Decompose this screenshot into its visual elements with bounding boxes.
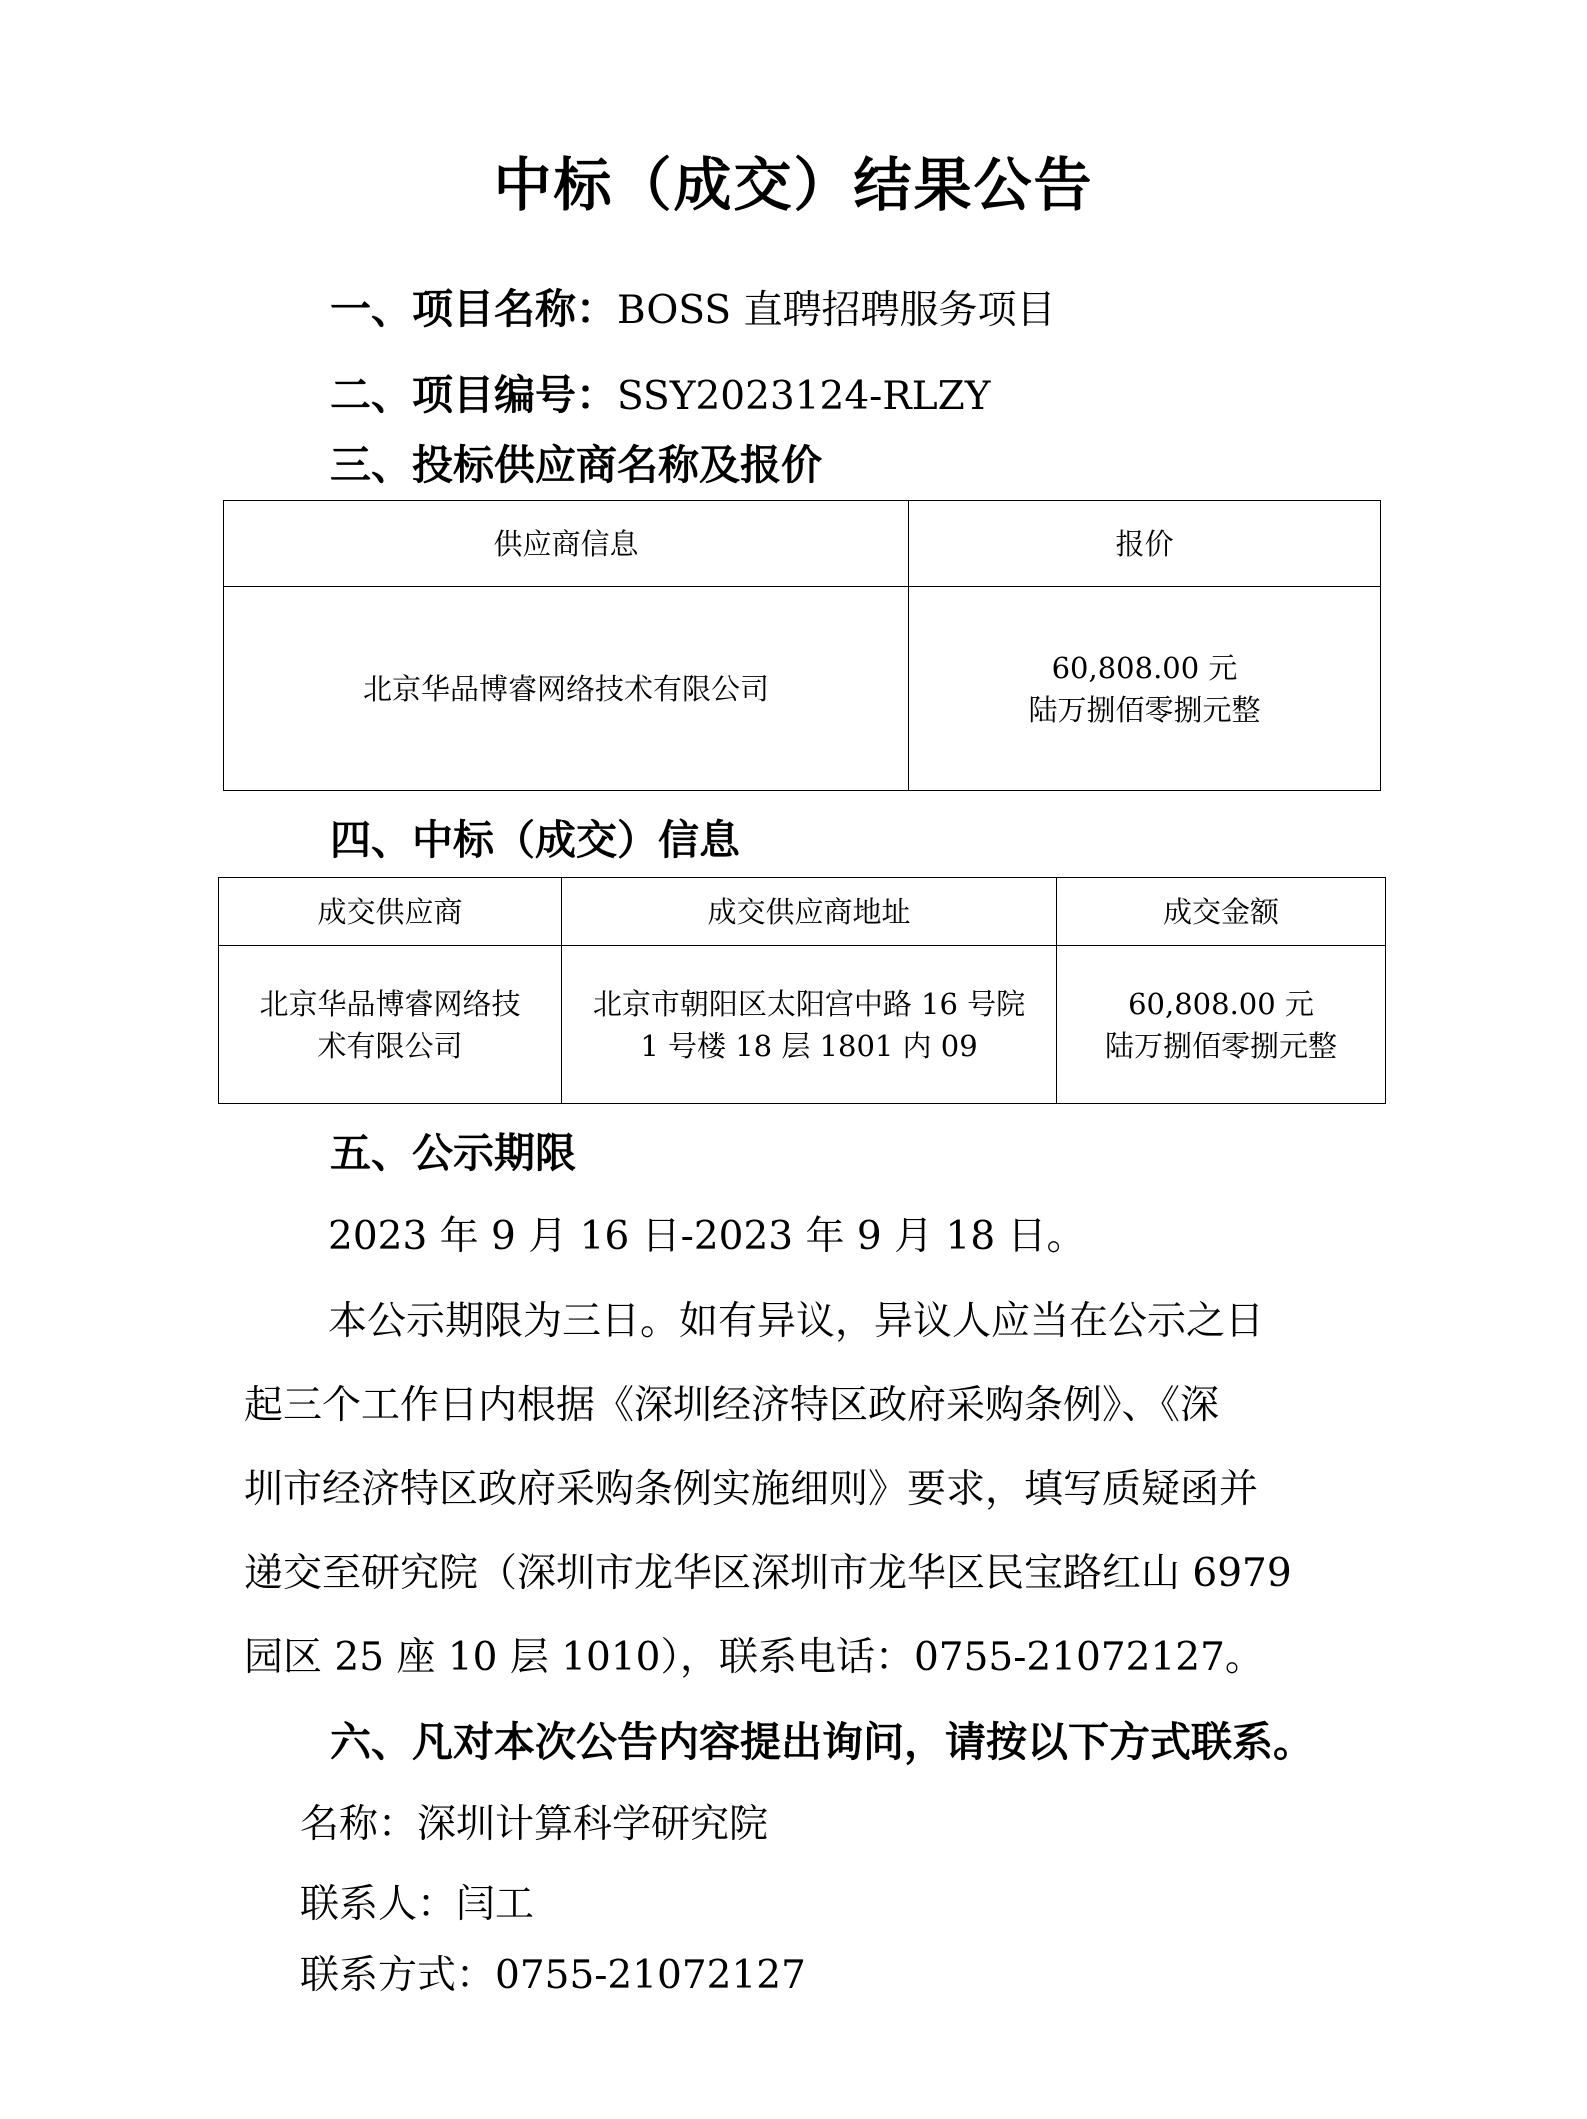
award-amount-text: 陆万捌佰零捌元整 (1104, 1028, 1337, 1063)
bidders-header-price: 报价 (909, 501, 1381, 587)
section-project-name-label: 一、项目名称： (330, 285, 617, 333)
page-title: 中标（成交）结果公告 (493, 151, 1094, 219)
section-project-name-value: BOSS 直聘招聘服务项目 (617, 288, 1056, 333)
section-contact-heading: 六、凡对本次公告内容提出询问，请按以下方式联系。 (330, 1718, 1314, 1766)
award-address-line1: 北京市朝阳区太阳宫中路 16 号院 (592, 986, 1026, 1021)
award-supplier (219, 946, 562, 1104)
contact-method: 联系方式：0755-21072127 (300, 1953, 806, 1998)
period-dates: 2023 年 9 月 16 日-2023 年 9 月 18 日。 (328, 1214, 1086, 1259)
award-amount (1057, 946, 1386, 1104)
award-supplier-line2: 术有限公司 (317, 1028, 463, 1063)
table-row (224, 587, 1381, 791)
bidder-price-text: 陆万捌佰零捌元整 (1028, 692, 1261, 727)
award-header-supplier: 成交供应商 (219, 878, 562, 946)
section-project-number-label: 二、项目编号： (330, 371, 617, 419)
bidder-price (909, 587, 1381, 791)
award-header-amount: 成交金额 (1057, 878, 1386, 946)
notice-line-5: 园区 25 座 10 层 1010），联系电话：0755-21072127。 (244, 1635, 1264, 1680)
contact-name: 名称：深圳计算科学研究院 (300, 1802, 769, 1847)
section-project-number (330, 362, 990, 421)
notice-line-2: 起三个工作日内根据《深圳经济特区政府采购条例》、《深 (244, 1383, 1220, 1428)
bidders-table-header-row (224, 501, 1381, 587)
award-table-header-row (219, 878, 1386, 946)
bidders-table (223, 500, 1381, 791)
table-row (219, 946, 1386, 1104)
award-supplier-line1: 北京华品博睿网络技 (259, 986, 521, 1021)
notice-line-3: 圳市经济特区政府采购条例实施细则》要求，填写质疑函并 (244, 1467, 1259, 1512)
contact-person: 联系人：闫工 (300, 1882, 535, 1927)
bidder-price-number: 60,808.00 元 (1051, 650, 1238, 685)
notice-line-1: 本公示期限为三日。如有异议，异议人应当在公示之日 (328, 1299, 1265, 1344)
award-address (562, 946, 1057, 1104)
award-address-line2: 1 号楼 18 层 1801 内 09 (640, 1028, 978, 1063)
notice-line-4: 递交至研究院（深圳市龙华区深圳市龙华区民宝路红山 6979 (244, 1551, 1292, 1596)
section-period-heading: 五、公示期限 (330, 1129, 576, 1177)
section-award-heading: 四、中标（成交）信息 (330, 816, 740, 864)
section-bidders-heading: 三、投标供应商名称及报价 (330, 441, 822, 489)
bidder-supplier: 北京华品博睿网络技术有限公司 (224, 587, 909, 791)
section-project-number-value: SSY2023124-RLZY (617, 374, 991, 419)
award-table (218, 877, 1386, 1104)
section-project-name (330, 276, 1056, 335)
award-header-address: 成交供应商地址 (562, 878, 1057, 946)
award-amount-number: 60,808.00 元 (1128, 986, 1314, 1021)
bidders-header-supplier: 供应商信息 (224, 501, 909, 587)
